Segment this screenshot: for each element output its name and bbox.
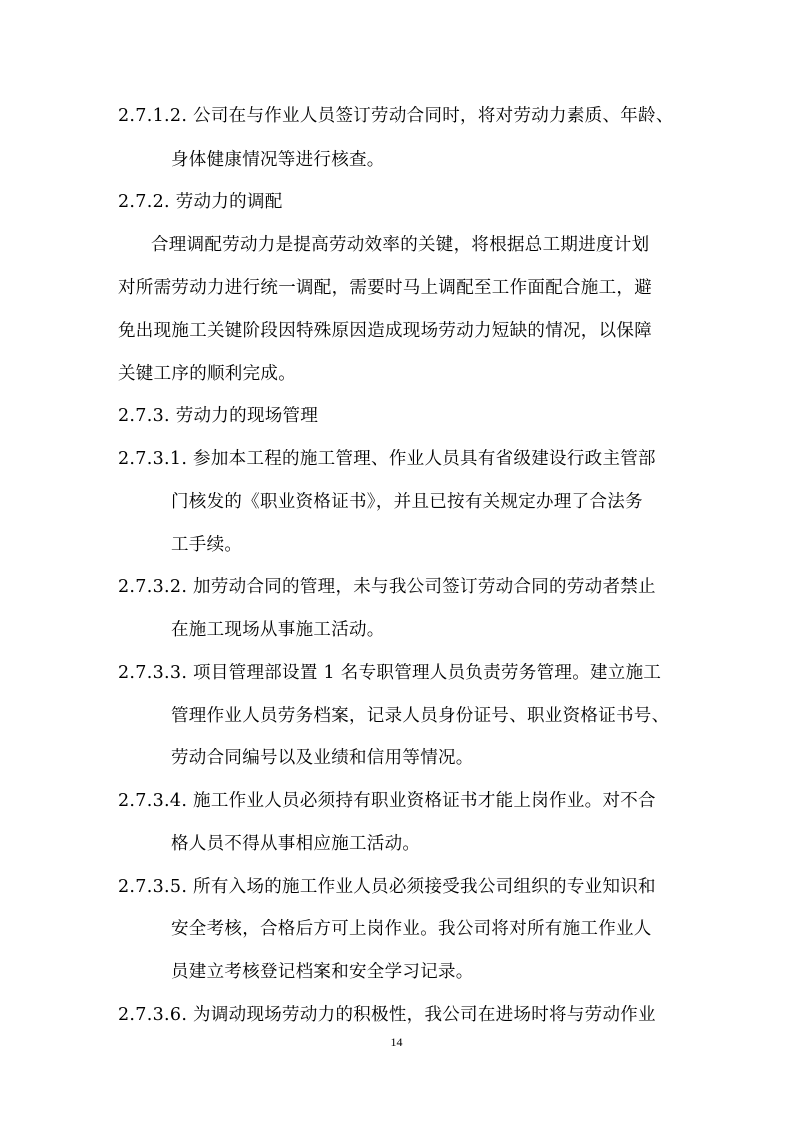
page-number: 14 <box>390 1035 403 1049</box>
text-line: 格人员不得从事相应施工活动。 <box>171 834 421 854</box>
text-line: 在施工现场从事施工活动。 <box>171 620 385 640</box>
text-line: 2.7.3.4. 施工作业人员必须持有职业资格证书才能上岗作业。对不合 <box>118 791 656 811</box>
text-line: 员建立考核登记档案和安全学习记录。 <box>171 962 474 982</box>
text-line: 劳动合同编号以及业绩和信用等情况。 <box>171 748 474 768</box>
text-line: 安全考核，合格后方可上岗作业。我公司将对所有施工作业人 <box>171 919 652 939</box>
text-line: 2.7.1.2. 公司在与作业人员签订劳动合同时，将对劳动力素质、年龄、 <box>118 106 674 126</box>
text-line: 2.7.3.1. 参加本工程的施工管理、作业人员具有省级建设行政主管部 <box>118 449 656 469</box>
text-line: 合理调配劳动力是提高劳动效率的关键，将根据总工期进度计划 <box>151 235 650 255</box>
text-line: 2.7.3.6. 为调动现场劳动力的积极性，我公司在进场时将与劳动作业 <box>118 1005 656 1025</box>
section-heading: 2.7.2. 劳动力的调配 <box>118 192 283 212</box>
text-line: 对所需劳动力进行统一调配，需要时马上调配至工作面配合施工，避 <box>118 278 652 298</box>
text-line: 管理作业人员劳务档案，记录人员身份证号、职业资格证书号、 <box>171 706 670 726</box>
text-line: 门核发的《职业资格证书》，并且已按有关规定办理了合法务 <box>171 492 643 512</box>
text-line: 2.7.3.2. 加劳动合同的管理，未与我公司签订劳动合同的劳动者禁止 <box>118 577 656 597</box>
text-line: 工手续。 <box>171 535 243 555</box>
text-line: 免出现施工关键阶段因特殊原因造成现场劳动力短缺的情况，以保障 <box>118 321 652 341</box>
text-line: 身体健康情况等进行核查。 <box>171 150 385 170</box>
text-line: 关键工序的顺利完成。 <box>118 364 296 384</box>
text-line: 2.7.3.5. 所有入场的施工作业人员必须接受我公司组织的专业知识和 <box>118 877 656 897</box>
text-line: 2.7.3.3. 项目管理部设置 1 名专职管理人员负责劳务管理。建立施工 <box>118 663 662 683</box>
section-heading: 2.7.3. 劳动力的现场管理 <box>118 406 319 426</box>
